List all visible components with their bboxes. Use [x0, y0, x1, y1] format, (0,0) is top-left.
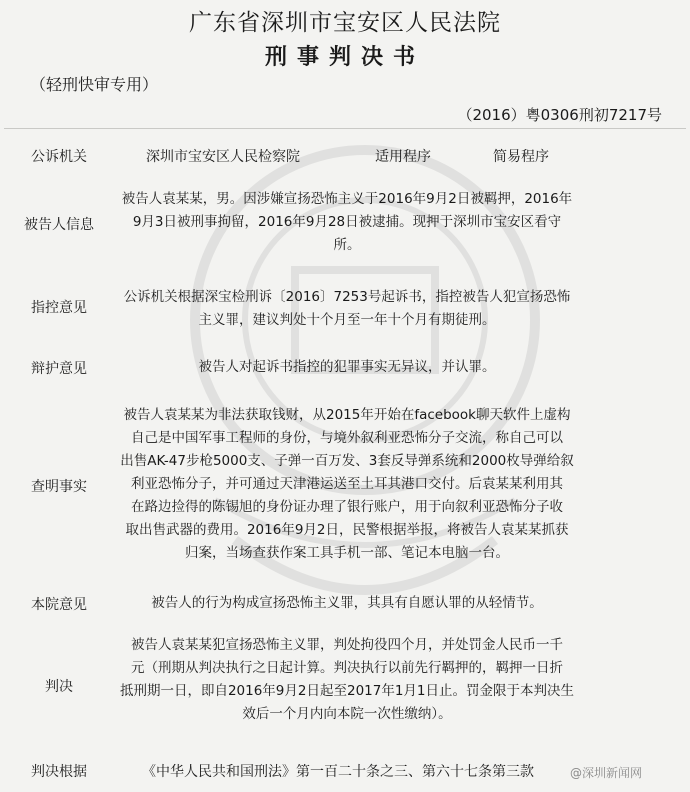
defense-text: 被告人对起诉书指控的犯罪事实无异议，并认罪。	[198, 359, 496, 375]
charge-opinion-text: 公诉机关根据深宝检刑诉〔2016〕7253号起诉书，指控被告人犯宣扬恐怖 主义罪，建议判处十个月至一年十个月有期徒刑。	[123, 289, 571, 328]
document-type: 刑事判决书	[264, 45, 425, 70]
document-subtitle: （轻刑快审专用）	[30, 75, 159, 94]
header-divider	[4, 128, 686, 129]
case-number: （2016）粤0306刑初7217号	[457, 106, 662, 124]
procedure-value: 简易程序	[493, 149, 549, 165]
defense-label: 辩护意见	[31, 361, 87, 377]
legal-basis-text: 《中华人民共和国刑法》第一百二十条之三、第六十七条第三款	[142, 764, 534, 780]
verdict-label: 判决	[45, 679, 73, 695]
court-name: 广东省深圳市宝安区人民法院	[189, 10, 501, 36]
source-watermark: @深圳新闻网	[570, 766, 643, 780]
verdict-text: 被告人袁某某犯宣扬恐怖主义罪，判处拘役四个月，并处罚金人民币一千 元（刑期从判决执行之日起计算。判决执行以前先行羁押的，羁押一日折 抵刑期一日，即自2016年9月2日起至2017年1月1日止。罚金限于本判决生 效后一个月内向本院一次性缴纳）。	[119, 637, 575, 722]
defendant-info-text: 被告人袁某某，男。因涉嫌宣扬恐怖主义于2016年9月2日被羁押，2016年 9月3日被刑事拘留，2016年9月28日被逮捕。现押于深圳市宝安区看守 所。	[121, 191, 573, 253]
prosecutor-value: 深圳市宝安区人民检察院	[146, 149, 300, 165]
court-opinion-label: 本院意见	[31, 597, 87, 613]
procedure-label: 适用程序	[375, 149, 431, 165]
findings-text: 被告人袁某某为非法获取钱财，从2015年开始在facebook聊天软件上虚构 自己是中国军事工程师的身份，与境外叙利亚恐怖分子交流，称自己可以 出售AK-47步枪5000支、子弹一百万发、3套反导弹系统和2000枚导弹给叙 利亚恐怖分子，并可通过天津港运送至土耳其港口交付。后袁某某利用其 在路边捡得的陈锡旭的身份证办理了银行账户，用于向叙利亚恐怖分子收 取出售武器的费用。2016年9月2日，民警根据举报，将被告人袁某某抓获 归案，当场查获作案工具手机一部、笔记本电脑一台。	[120, 407, 574, 561]
findings-label: 查明事实	[31, 479, 87, 495]
charge-opinion-label: 指控意见	[31, 300, 87, 316]
prosecutor-label: 公诉机关	[31, 149, 87, 165]
defendant-info-label: 被告人信息	[24, 217, 94, 233]
legal-basis-label: 判决根据	[31, 764, 87, 780]
court-opinion-text: 被告人的行为构成宣扬恐怖主义罪，其具有自愿认罪的从轻情节。	[151, 595, 543, 611]
